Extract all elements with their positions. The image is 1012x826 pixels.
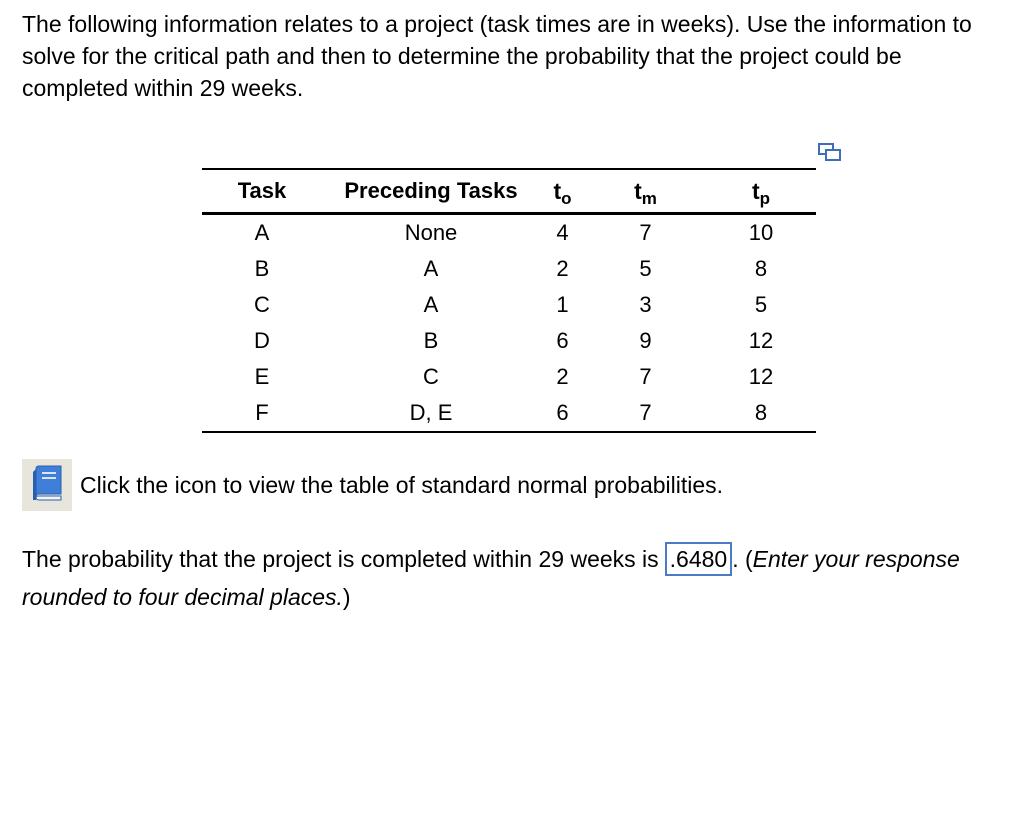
cell-tm: 3 (639, 292, 652, 317)
cell-tp: 5 (754, 292, 768, 317)
cell-tm: 5 (639, 256, 652, 281)
cell-preceding: D, E (409, 400, 453, 425)
normal-table-link-row (22, 459, 723, 511)
cell-preceding: A (423, 256, 439, 281)
cell-tm: 9 (639, 328, 652, 353)
cell-tm: 7 (639, 364, 652, 389)
cell-preceding: A (423, 292, 439, 317)
copy-table-icon[interactable] (818, 143, 842, 161)
cell-task: C (254, 292, 270, 317)
table-row (202, 287, 816, 323)
header-preceding-tasks: Preceding Tasks (344, 178, 518, 203)
cell-tp: 8 (754, 400, 768, 425)
cell-to: 4 (556, 220, 569, 245)
cell-preceding: C (423, 364, 439, 389)
table-header-row (202, 169, 816, 214)
problem-intro: The following information relates to a project (task times are in weeks). Use the information to solve for the critical path and then to determine the probability that the project could be completed within 29 weeks. (22, 11, 972, 101)
cell-tp: 12 (748, 328, 774, 353)
header-pessimistic-time: $t_p$ (751, 177, 771, 208)
cell-tp: 12 (748, 364, 774, 389)
header-most-likely-time: $t_m$ (634, 177, 657, 208)
answer-suffix: . ( (732, 546, 753, 572)
answer-prefix: The probability that the project is completed within 29 weeks is (22, 546, 659, 572)
table-row (202, 251, 816, 287)
cell-to: 2 (556, 364, 569, 389)
task-table (202, 168, 816, 433)
cell-preceding: None (404, 220, 458, 245)
table-row (202, 395, 816, 432)
answer-statement (22, 540, 997, 616)
cell-task: B (254, 256, 270, 281)
book-button[interactable] (22, 459, 72, 511)
cell-to: 1 (556, 292, 569, 317)
cell-preceding: B (423, 328, 439, 353)
answer-instruction: Enter your response rounded to four decimal places. (22, 546, 960, 610)
cell-to: 2 (556, 256, 569, 281)
cell-task: D (254, 328, 270, 353)
cell-task: A (254, 220, 270, 245)
cell-tm: 7 (639, 400, 652, 425)
cell-tp: 8 (754, 256, 768, 281)
cell-to: 6 (556, 328, 569, 353)
cell-task: F (255, 400, 269, 425)
table-row (202, 359, 816, 395)
normal-table-link-text[interactable]: Click the icon to view the table of standard normal probabilities. (80, 472, 724, 498)
header-task: Task (237, 178, 287, 203)
table-row (202, 214, 816, 252)
book-icon (28, 463, 66, 508)
cell-tp: 10 (748, 220, 774, 245)
table-row (202, 323, 816, 359)
cell-tm: 7 (639, 220, 652, 245)
answer-close: ) (342, 584, 351, 610)
answer-field[interactable]: .6480 (665, 542, 733, 576)
header-optimistic-time: $t_o$ (553, 177, 572, 208)
cell-task: E (254, 364, 270, 389)
cell-to: 6 (556, 400, 569, 425)
